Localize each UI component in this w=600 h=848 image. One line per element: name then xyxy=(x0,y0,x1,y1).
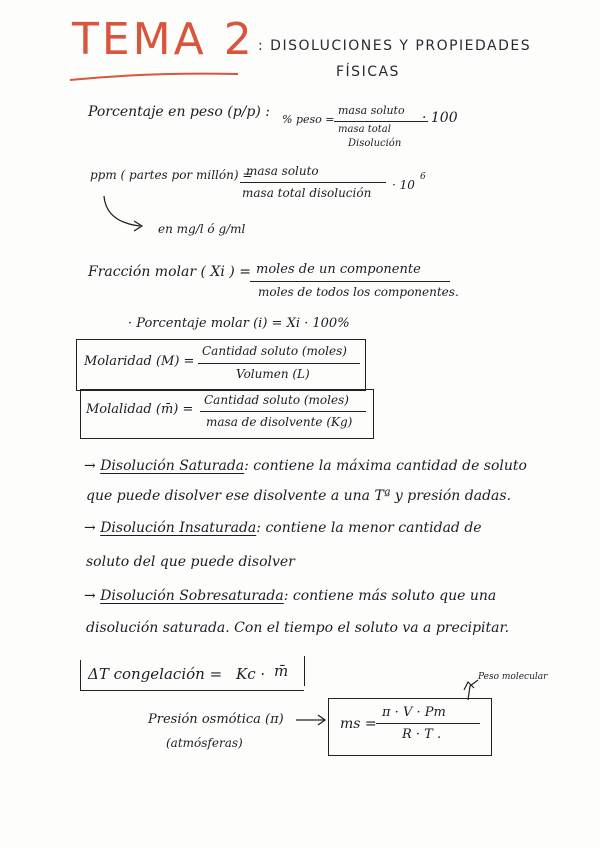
ppm-numerator: masa soluto xyxy=(246,164,319,178)
percent-weight-denominator-2: Disolución xyxy=(348,138,402,149)
percent-weight-fraction-bar xyxy=(334,121,428,122)
definition-unsaturated-text1: : contiene la menor cantidad de xyxy=(256,520,482,536)
page-title: TEMA 2 xyxy=(72,14,255,65)
percent-weight-factor: · 100 xyxy=(422,110,458,126)
definition-saturated-text1: : contiene la máxima cantidad de soluto xyxy=(244,458,527,474)
mole-fraction-denominator: moles de todos los componentes. xyxy=(258,285,459,299)
ppm-label: ppm ( partes por millón) = xyxy=(90,168,253,182)
definition-unsaturated-line2: soluto del que puede disolver xyxy=(86,554,295,570)
ppm-factor: · 10 xyxy=(392,178,415,192)
page-subtitle-line1: : DISOLUCIONES Y PROPIEDADES xyxy=(258,38,532,54)
freezing-formula-lhs: ΔT congelación = xyxy=(88,665,223,683)
molarity-denominator: Volumen (L) xyxy=(236,367,310,381)
molarity-numerator: Cantidad soluto (moles) xyxy=(202,344,347,358)
freezing-box-right xyxy=(304,656,305,686)
molality-fraction-bar xyxy=(200,411,366,412)
definition-saturated-term: Disolución Saturada xyxy=(100,458,245,474)
percent-weight-label: Porcentaje en peso (p/p) : xyxy=(88,104,270,120)
definition-unsaturated-line1: → Disolución Insaturada: contiene la menor cantidad de xyxy=(84,520,482,536)
definition-supersaturated-term: Disolución Sobresaturada xyxy=(100,588,284,604)
ppm-units-note: en mg/l ó g/ml xyxy=(158,222,246,236)
osmotic-units: (atmósferas) xyxy=(166,736,243,750)
osmotic-denominator: R · T . xyxy=(402,727,442,742)
definition-unsaturated-term: Disolución Insaturada xyxy=(100,520,257,536)
percent-weight-numerator: masa soluto xyxy=(338,104,405,117)
molality-label: Molalidad (m̄) = xyxy=(86,402,194,417)
osmotic-label: Presión osmótica (π) xyxy=(148,712,284,727)
mole-fraction-bar xyxy=(250,281,450,282)
freezing-box-bottom xyxy=(80,690,304,691)
mole-fraction-numerator: moles de un componente xyxy=(256,262,421,277)
molality-numerator: Cantidad soluto (moles) xyxy=(204,393,349,407)
definition-supersaturated-text1: : contiene más soluto que una xyxy=(283,588,497,604)
definition-supersaturated-line2: disolución saturada. Con el tiempo el soluto va a precipitar. xyxy=(86,620,510,636)
definition-saturated-line1: → Disolución Saturada: contiene la máxima cantidad de soluto xyxy=(84,458,527,474)
mole-fraction-label: Fracción molar ( Xi ) = xyxy=(88,264,251,280)
ppm-denominator: masa total disolución xyxy=(242,186,372,200)
page-subtitle-line2: FÍSICAS xyxy=(336,64,400,80)
freezing-box-left xyxy=(80,660,81,690)
osmotic-fraction-bar xyxy=(376,723,480,724)
percent-weight-lhs: % peso = xyxy=(282,113,335,126)
ppm-exponent: 6 xyxy=(420,172,426,182)
osmotic-lhs: ms = xyxy=(340,716,377,732)
definition-saturated-line2: que puede disolver ese disolvente a una Tª y presión dadas. xyxy=(86,488,512,504)
molarity-fraction-bar xyxy=(198,363,360,364)
ppm-fraction-bar xyxy=(240,182,386,183)
freezing-molality-symbol: m̄ xyxy=(274,662,289,680)
percent-weight-denominator-1: masa total xyxy=(338,124,391,135)
osmotic-numerator: π · V · Pm xyxy=(382,705,446,720)
molality-denominator: masa de disolvente (Kg) xyxy=(206,415,353,429)
molarity-label: Molaridad (M) = xyxy=(84,354,195,369)
osmotic-annotation: Peso molecular xyxy=(478,672,548,682)
mole-percent-note: · Porcentaje molar (i) = Xi · 100% xyxy=(128,316,350,331)
freezing-kc: Kc · xyxy=(236,665,266,683)
definition-supersaturated-line1: → Disolución Sobresaturada: contiene más soluto que una xyxy=(84,588,497,604)
